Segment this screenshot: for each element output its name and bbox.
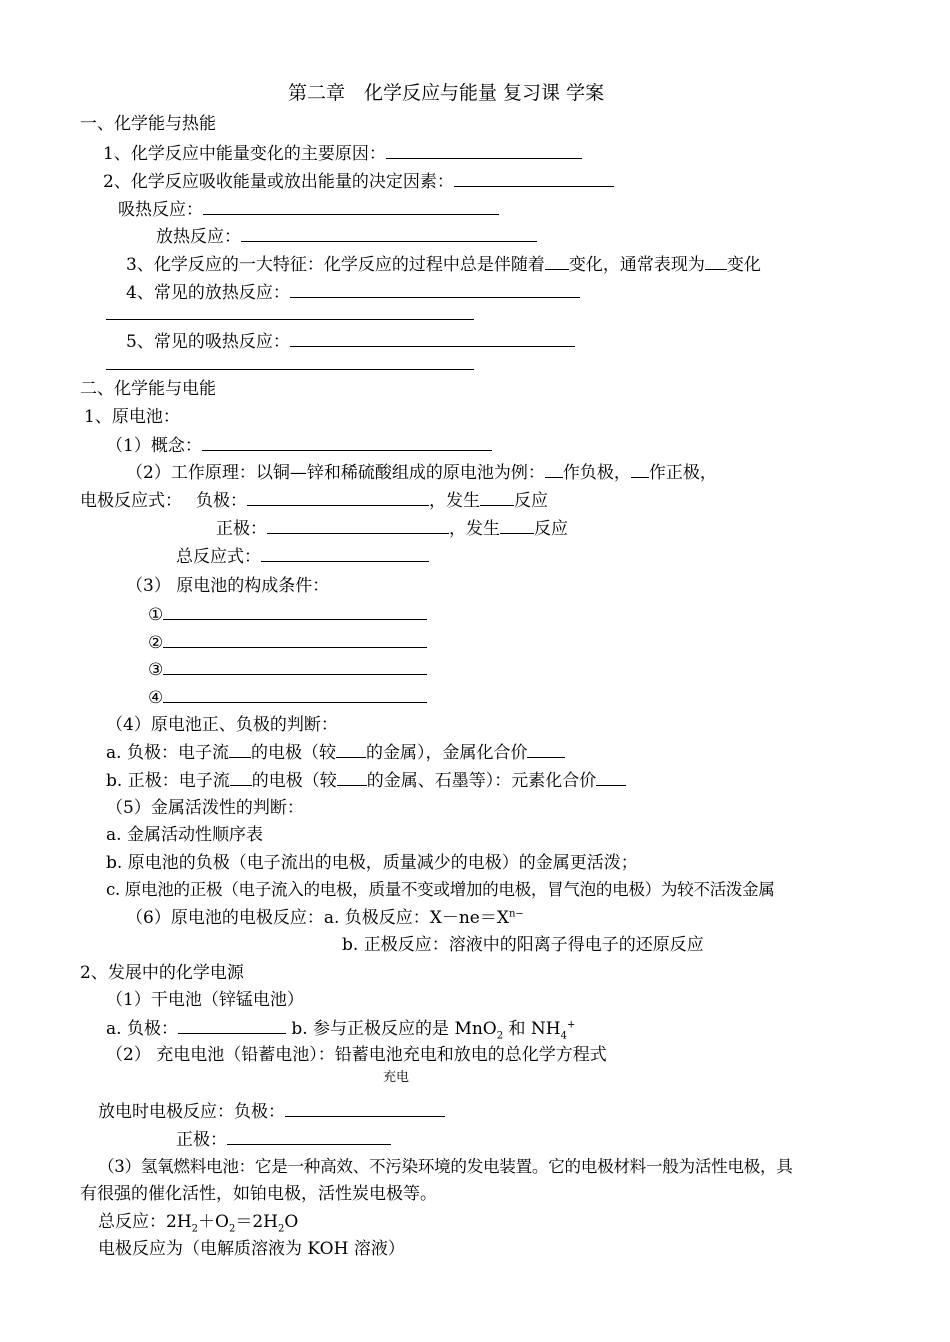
question-4: 4、常见的放热反应： bbox=[126, 281, 580, 304]
answer-blank[interactable] bbox=[229, 741, 251, 758]
answer-blank[interactable] bbox=[203, 198, 499, 215]
answer-line[interactable] bbox=[106, 369, 474, 370]
answer-blank[interactable] bbox=[202, 434, 492, 451]
positive-equation-line: 正极： ，发生 反应 bbox=[216, 519, 568, 539]
conditions-heading: （3） 原电池的构成条件： bbox=[126, 576, 330, 596]
activity-heading: （5）金属活泼性的判断： bbox=[106, 798, 304, 818]
section-heading-electric: 二、化学能与电能 bbox=[80, 379, 216, 399]
answer-blank[interactable] bbox=[596, 769, 626, 786]
activity-b: b. 原电池的负极（电子流出的电极，质量减少的电极）的金属更活泼； bbox=[106, 853, 638, 873]
question-1: 1、化学反应中能量变化的主要原因： bbox=[103, 142, 582, 165]
answer-blank[interactable] bbox=[267, 517, 449, 534]
answer-blank[interactable] bbox=[386, 142, 582, 159]
answer-blank[interactable] bbox=[163, 603, 427, 620]
total-equation-line: 总反应式： bbox=[176, 545, 429, 568]
fuel-total-reaction: 总反应：$2H_2+O_2=2H_2O$ bbox=[98, 1212, 299, 1235]
dry-cell-line: a. 负极： b. 参与正极反应的是 MnO$_2$ 和 $NH_4^+$ bbox=[106, 1019, 576, 1042]
condition-2: ② bbox=[148, 631, 427, 654]
answer-blank[interactable] bbox=[163, 658, 427, 675]
discharge-positive: 正极： bbox=[176, 1128, 391, 1151]
question-3: 3、化学反应的一大特征：化学反应的过程中总是伴随着 变化，通常表现为 变化 bbox=[126, 255, 761, 275]
judge-positive: b. 正极：电子流 的电极（较 的金属、石墨等）：元素化合价 bbox=[106, 769, 626, 792]
answer-blank[interactable] bbox=[290, 330, 575, 347]
fuel-cell-line-1: （3）氢氧燃料电池：它是一种高效、不污染环境的发电装置。它的电极材料一般为活性电极，具 bbox=[98, 1157, 793, 1176]
subheading-sources: 2、发展中的化学电源 bbox=[80, 963, 244, 983]
answer-blank[interactable] bbox=[480, 489, 514, 506]
answer-blank[interactable] bbox=[500, 517, 534, 534]
answer-blank[interactable] bbox=[285, 1100, 445, 1117]
condition-1: ① bbox=[148, 603, 427, 626]
electrode-reaction-koh: 电极反应为（电解质溶液为 KOH 溶液） bbox=[98, 1239, 405, 1259]
answer-blank[interactable] bbox=[241, 225, 537, 242]
answer-blank[interactable] bbox=[261, 545, 429, 562]
answer-blank[interactable] bbox=[337, 769, 367, 786]
condition-4: ④ bbox=[148, 686, 427, 709]
answer-blank[interactable] bbox=[290, 281, 580, 298]
lead-battery-line: （2） 充电电池（铅蓄电池）：铅蓄电池充电和放电的总化学方程式 bbox=[106, 1045, 607, 1065]
electrode-reaction-1: （6）原电池的电极反应：a. 负极反应：$X-ne=X^{n-}$ bbox=[126, 908, 524, 928]
answer-blank[interactable] bbox=[163, 686, 427, 703]
answer-blank[interactable] bbox=[545, 461, 563, 478]
fuel-cell-line-2: 有很强的催化活性，如铂电极，活性炭电极等。 bbox=[80, 1184, 437, 1204]
answer-blank[interactable] bbox=[230, 769, 252, 786]
exothermic-line: 放热反应： bbox=[156, 225, 537, 248]
answer-blank[interactable] bbox=[336, 741, 366, 758]
condition-3: ③ bbox=[148, 658, 427, 681]
judge-heading: （4）原电池正、负极的判断： bbox=[106, 715, 338, 735]
charge-label: 充电 bbox=[383, 1070, 410, 1085]
judge-negative: a. 负极：电子流 的电极（较 的金属），金属化合价 bbox=[106, 741, 565, 764]
dry-cell-heading: （1）干电池（锌锰电池） bbox=[106, 990, 304, 1010]
subheading-cell: 1、原电池： bbox=[84, 407, 180, 427]
answer-blank[interactable] bbox=[545, 253, 569, 270]
answer-blank[interactable] bbox=[163, 631, 427, 648]
question-5: 5、常见的吸热反应： bbox=[126, 330, 575, 353]
answer-blank[interactable] bbox=[227, 1128, 391, 1145]
section-heading-heat: 一、化学能与热能 bbox=[80, 114, 216, 134]
concept-line: （1）概念： bbox=[106, 434, 492, 457]
answer-blank[interactable] bbox=[178, 1017, 286, 1034]
negative-equation-line: 电极反应式： 负极： ，发生 反应 bbox=[80, 491, 548, 511]
activity-c: c. 原电池的正极（电子流入的电极，质量不变或增加的电极，冒气泡的电极）为较不活泼金属 bbox=[106, 880, 775, 899]
answer-line[interactable] bbox=[106, 319, 474, 320]
answer-blank[interactable] bbox=[631, 461, 649, 478]
discharge-negative: 放电时电极反应：负极： bbox=[98, 1100, 445, 1123]
page-title: 第二章 化学反应与能量 复习课 学案 bbox=[288, 82, 605, 104]
question-2: 2、化学反应吸收能量或放出能量的决定因素： bbox=[103, 170, 614, 193]
endothermic-line: 吸热反应： bbox=[118, 198, 499, 221]
answer-blank[interactable] bbox=[454, 170, 614, 187]
answer-blank[interactable] bbox=[527, 741, 565, 758]
answer-blank[interactable] bbox=[705, 253, 727, 270]
electrode-reaction-2: b. 正极反应：溶液中的阳离子得电子的还原反应 bbox=[342, 935, 704, 955]
activity-a: a. 金属活动性顺序表 bbox=[106, 825, 263, 845]
principle-line: （2）工作原理：以铜—锌和稀硫酸组成的原电池为例： 作负极， 作正极， bbox=[126, 463, 717, 483]
answer-blank[interactable] bbox=[247, 489, 429, 506]
